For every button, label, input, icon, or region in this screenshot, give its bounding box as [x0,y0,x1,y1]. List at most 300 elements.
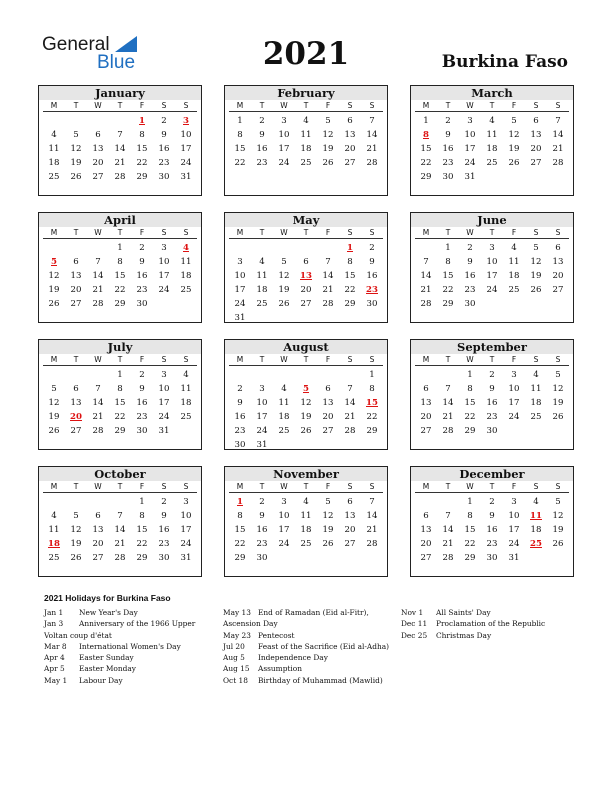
holiday-day: 20 [70,412,82,422]
days-grid [415,241,569,311]
weekday-header [43,481,197,493]
day: 16 [464,271,476,281]
day: 22 [344,285,356,295]
day: 2 [467,243,473,253]
day: 9 [259,130,265,140]
weekday-label: T [73,355,79,364]
day: 3 [237,257,243,267]
day: 25 [48,172,60,182]
empty-cell [415,495,437,509]
day: 10 [486,257,498,267]
holiday-day: 5 [51,257,57,267]
weekday-label: S [161,482,167,491]
day: 3 [161,370,167,380]
weekday-header [229,481,383,493]
day: 2 [259,497,265,507]
day: 23 [442,158,454,168]
day: 27 [300,299,312,309]
day: 3 [467,116,473,126]
day: 26 [70,553,82,563]
day: 8 [445,257,451,267]
weekday-label: T [445,101,451,110]
holiday-name: Anniversary of the 1966 Upper [79,619,196,629]
day: 8 [347,257,353,267]
day: 25 [300,539,312,549]
day: 29 [114,299,126,309]
month-name: September [411,340,573,354]
day: 14 [114,525,126,535]
day: 28 [92,299,104,309]
day: 2 [445,116,451,126]
weekday-label: F [325,101,331,110]
weekday-label: S [183,355,189,364]
day: 24 [234,299,246,309]
day: 12 [322,130,334,140]
holiday-entry [223,641,389,652]
empty-cell [317,368,339,382]
day: 26 [322,158,334,168]
holiday-name: Pentecost [258,630,295,640]
empty-cell [415,368,437,382]
weekday-label: T [445,228,451,237]
day: 28 [442,553,454,563]
day: 20 [420,412,432,422]
day: 12 [552,511,564,521]
day: 29 [234,553,246,563]
day: 4 [489,116,495,126]
day: 30 [136,299,148,309]
weekday-label: T [73,101,79,110]
weekday-label: S [369,482,375,491]
day: 18 [530,525,542,535]
holiday-date: Jul 20 [223,641,245,651]
holiday-day: 13 [300,271,312,281]
day: 16 [486,398,498,408]
day: 6 [73,384,79,394]
holiday-entry [401,607,545,618]
day: 30 [158,172,170,182]
day: 13 [530,130,542,140]
weekday-label: S [369,228,375,237]
day: 14 [366,130,378,140]
day: 8 [467,511,473,521]
empty-cell [317,241,339,255]
weekday-label: S [533,228,539,237]
empty-cell [65,241,87,255]
holiday-date: Aug 15 [223,664,250,674]
day: 22 [136,158,148,168]
day: 7 [445,384,451,394]
day: 5 [533,243,539,253]
day: 3 [489,243,495,253]
day: 14 [442,525,454,535]
day: 18 [530,398,542,408]
day: 4 [533,370,539,380]
day: 14 [92,398,104,408]
day: 16 [158,525,170,535]
day: 13 [322,398,334,408]
weekday-header [415,354,569,366]
day: 21 [322,285,334,295]
weekday-label: F [511,355,517,364]
day: 17 [180,525,192,535]
day: 22 [464,539,476,549]
day: 5 [51,384,57,394]
day: 26 [48,299,60,309]
month-october [38,466,202,577]
empty-cell [87,114,109,128]
logo-text-general: General [42,34,110,55]
day: 19 [530,271,542,281]
day: 21 [92,412,104,422]
day: 3 [281,116,287,126]
day: 9 [161,130,167,140]
day: 22 [136,539,148,549]
day: 21 [552,144,564,154]
day: 5 [281,257,287,267]
day: 6 [303,257,309,267]
day: 19 [552,525,564,535]
day: 17 [158,398,170,408]
day: 29 [464,553,476,563]
day: 18 [486,144,498,154]
month-name: February [225,86,387,100]
day: 23 [464,285,476,295]
holiday-name: Independence Day [258,653,328,663]
day: 11 [508,257,520,267]
day: 24 [180,158,192,168]
weekday-label: M [236,228,244,237]
holiday-day: 5 [303,384,309,394]
day: 22 [114,285,126,295]
day: 30 [366,299,378,309]
day: 4 [303,497,309,507]
day: 14 [322,271,334,281]
empty-cell [43,495,65,509]
holiday-entry [223,652,389,663]
month-name: May [225,213,387,227]
month-name: April [39,213,201,227]
day: 24 [278,158,290,168]
day: 11 [48,525,60,535]
weekday-label: T [259,228,265,237]
day: 8 [237,130,243,140]
day: 8 [117,384,123,394]
day: 28 [366,158,378,168]
day: 6 [423,511,429,521]
day: 4 [533,497,539,507]
holiday-name: Proclamation of the Republic [436,619,546,629]
day: 12 [48,398,60,408]
weekday-label: W [466,355,474,364]
month-name: March [411,86,573,100]
day: 20 [92,158,104,168]
month-july [38,339,202,450]
holiday-entry [44,618,195,629]
day: 28 [420,299,432,309]
day: 4 [259,257,265,267]
day: 31 [180,553,192,563]
day: 9 [369,257,375,267]
day: 11 [530,384,542,394]
day: 9 [237,398,243,408]
weekday-label: F [325,482,331,491]
weekday-label: S [555,355,561,364]
day: 4 [511,243,517,253]
day: 9 [161,511,167,521]
day: 12 [530,257,542,267]
weekday-label: F [139,482,145,491]
day: 26 [278,299,290,309]
day: 24 [508,539,520,549]
empty-cell [109,495,131,509]
day: 3 [259,384,265,394]
day: 23 [158,158,170,168]
day: 19 [70,539,82,549]
empty-cell [437,368,459,382]
weekday-header [415,481,569,493]
day: 18 [256,285,268,295]
empty-cell [251,241,273,255]
day: 26 [552,412,564,422]
day: 21 [366,144,378,154]
day: 23 [136,412,148,422]
holiday-day: 4 [183,243,189,253]
day: 22 [114,412,126,422]
day: 15 [442,271,454,281]
day: 30 [464,299,476,309]
day: 6 [347,116,353,126]
month-name: July [39,340,201,354]
day: 17 [278,525,290,535]
weekday-label: S [347,101,353,110]
month-april [38,212,202,323]
day: 17 [256,412,268,422]
day: 21 [344,412,356,422]
day: 12 [70,525,82,535]
day: 11 [180,257,192,267]
day: 6 [325,384,331,394]
day: 14 [366,511,378,521]
day: 24 [508,412,520,422]
day: 20 [344,525,356,535]
days-grid [415,114,569,184]
day: 13 [70,271,82,281]
day: 13 [92,144,104,154]
day: 24 [256,426,268,436]
weekday-label: F [511,482,517,491]
holiday-name: Feast of the Sacrifice (Eid al-Adha) [258,641,390,651]
holiday-name: Easter Monday [79,664,136,674]
day: 10 [256,398,268,408]
day: 10 [180,130,192,140]
day: 19 [322,525,334,535]
weekday-header [43,100,197,112]
day: 6 [95,511,101,521]
day: 21 [420,285,432,295]
day: 15 [114,398,126,408]
day: 15 [234,525,246,535]
day: 16 [366,271,378,281]
day: 31 [508,553,520,563]
holiday-entry [223,618,389,629]
day: 9 [139,384,145,394]
month-may [224,212,388,323]
day: 7 [117,511,123,521]
day: 4 [51,130,57,140]
day: 20 [322,412,334,422]
holiday-day: 1 [139,116,145,126]
day: 21 [442,539,454,549]
month-november [224,466,388,577]
holiday-column [44,607,195,686]
day: 10 [464,130,476,140]
empty-cell [43,114,65,128]
day: 27 [92,172,104,182]
weekday-label: T [117,101,123,110]
month-march [410,85,574,196]
day: 4 [51,511,57,521]
day: 6 [347,497,353,507]
day: 31 [234,313,246,323]
day: 1 [369,370,375,380]
day: 11 [300,511,312,521]
day: 1 [139,497,145,507]
day: 7 [117,130,123,140]
holiday-date: Dec 25 [401,630,428,640]
day: 21 [442,412,454,422]
day: 20 [92,539,104,549]
weekday-label: T [445,482,451,491]
day: 17 [278,144,290,154]
day: 24 [158,412,170,422]
day: 8 [369,384,375,394]
weekday-label: W [466,228,474,237]
day: 10 [278,130,290,140]
day: 31 [256,440,268,450]
day: 13 [344,130,356,140]
day: 10 [158,384,170,394]
day: 30 [234,440,246,450]
day: 27 [92,553,104,563]
day: 12 [508,130,520,140]
day: 30 [136,426,148,436]
month-name: October [39,467,201,481]
day: 19 [48,412,60,422]
day: 10 [508,384,520,394]
day: 24 [278,539,290,549]
holiday-date: Jan 3 [44,619,64,629]
weekday-label: S [161,355,167,364]
day: 19 [48,285,60,295]
month-january [38,85,202,196]
day: 30 [442,172,454,182]
weekday-label: F [511,101,517,110]
holiday-date: Mar 8 [44,641,67,651]
empty-cell [251,368,273,382]
day: 27 [70,299,82,309]
day: 20 [552,271,564,281]
day: 23 [256,158,268,168]
day: 7 [555,116,561,126]
weekday-label: M [236,355,244,364]
day: 23 [158,539,170,549]
day: 14 [552,130,564,140]
country-name: Burkina Faso [441,52,568,72]
day: 20 [70,285,82,295]
day: 29 [442,299,454,309]
weekday-label: F [325,355,331,364]
day: 12 [278,271,290,281]
day: 15 [420,144,432,154]
weekday-label: W [280,228,288,237]
holiday-entry [44,652,195,663]
weekday-label: T [445,355,451,364]
day: 12 [300,398,312,408]
weekday-label: W [94,101,102,110]
holiday-day: 1 [347,243,353,253]
weekday-label: W [280,355,288,364]
weekday-label: F [139,355,145,364]
day: 2 [161,116,167,126]
day: 27 [344,158,356,168]
holiday-day: 25 [530,539,542,549]
day: 28 [442,426,454,436]
day: 16 [158,144,170,154]
day: 27 [344,539,356,549]
holiday-entry [44,663,195,674]
weekday-label: T [73,482,79,491]
empty-cell [87,495,109,509]
holiday-name: All Saints' Day [436,608,491,617]
day: 22 [420,158,432,168]
holiday-day: 23 [366,285,378,295]
day: 28 [114,172,126,182]
day: 26 [70,172,82,182]
holiday-name: Labour Day [79,675,123,685]
days-grid [415,495,569,565]
day: 7 [95,257,101,267]
day: 1 [467,370,473,380]
holiday-entry [223,663,389,674]
day: 3 [161,243,167,253]
empty-cell [87,241,109,255]
weekday-label: W [94,482,102,491]
day: 28 [322,299,334,309]
day: 5 [325,116,331,126]
days-grid [43,241,197,311]
day: 25 [48,553,60,563]
day: 12 [48,271,60,281]
holiday-entry [223,630,389,641]
day: 11 [48,144,60,154]
weekday-label: T [489,228,495,237]
day: 13 [344,511,356,521]
weekday-label: M [422,482,430,491]
weekday-label: T [73,228,79,237]
day: 8 [139,511,145,521]
day: 17 [508,398,520,408]
day: 29 [344,299,356,309]
day: 12 [552,384,564,394]
month-name: December [411,467,573,481]
day: 5 [555,370,561,380]
month-august [224,339,388,450]
day: 8 [467,384,473,394]
days-grid [229,114,383,170]
empty-cell [437,495,459,509]
day: 7 [423,257,429,267]
